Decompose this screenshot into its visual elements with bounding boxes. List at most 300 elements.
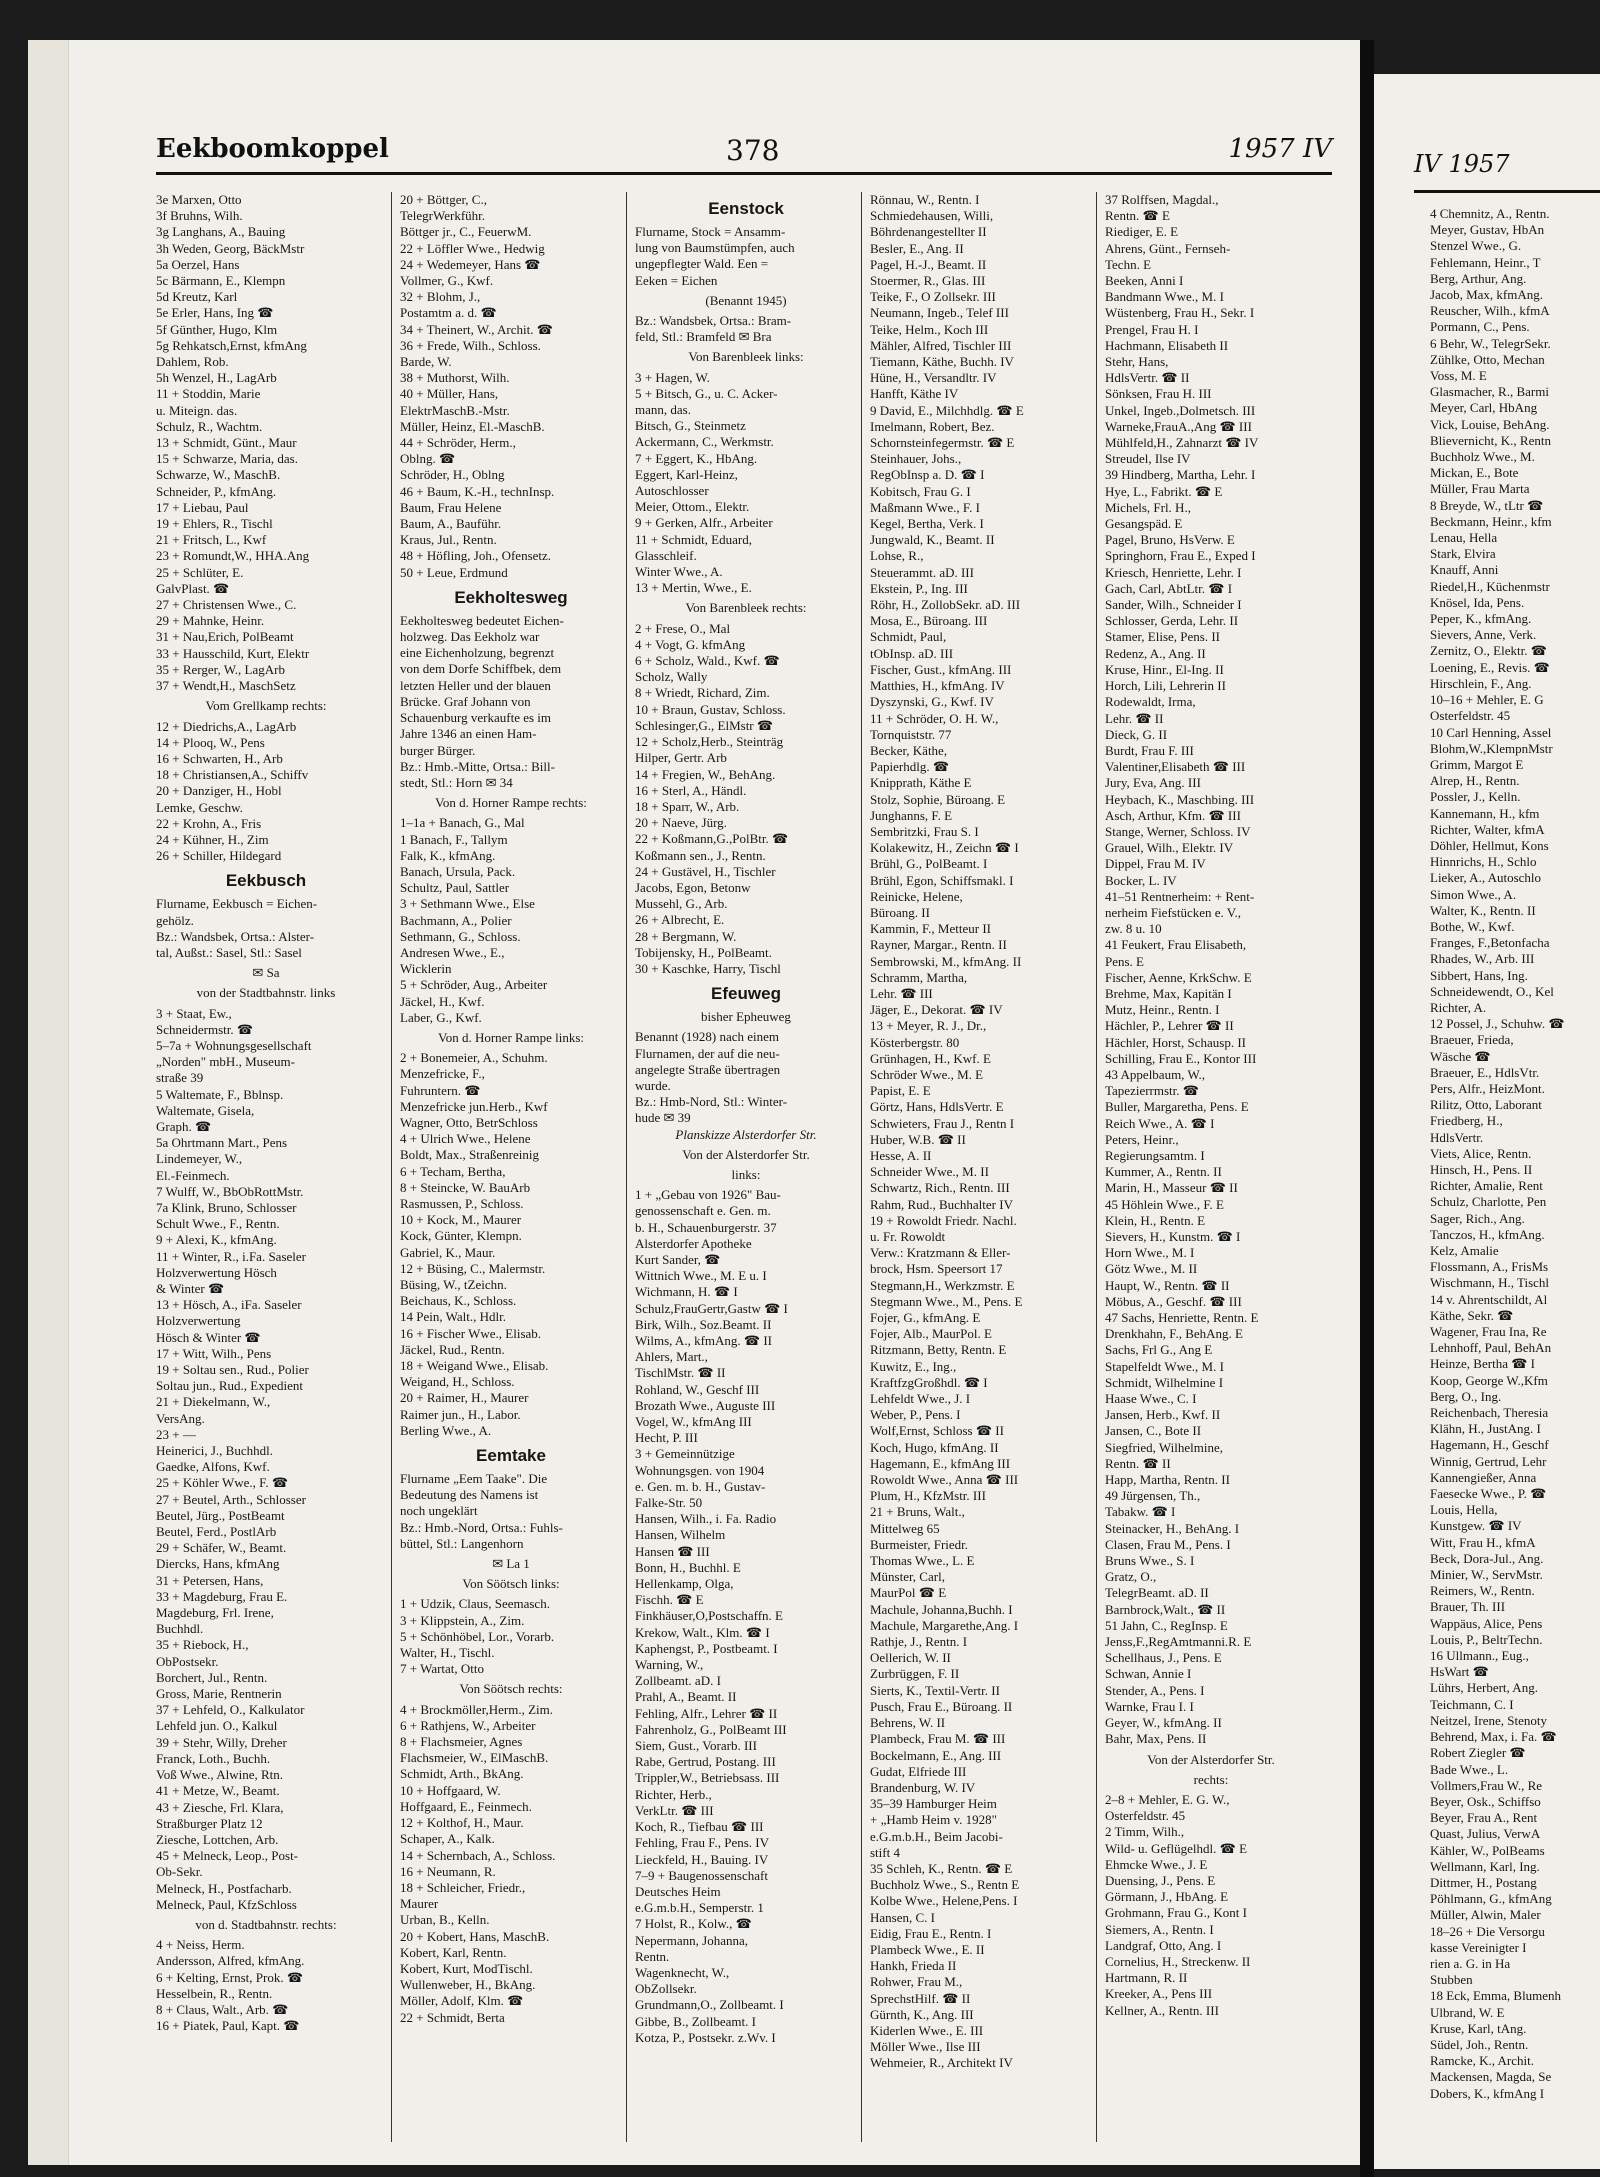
directory-entry: Rabe, Gertrud, Postang. III xyxy=(635,1754,776,1770)
directory-entry: Grundmann,O., Zollbeamt. I xyxy=(635,1997,784,2013)
directory-entry: Gürnth, K., Ang. III xyxy=(870,2006,974,2022)
directory-entry: Böhrdenangestellter II xyxy=(870,224,987,240)
directory-entry: 8 + Steincke, W. BauArb xyxy=(400,1179,531,1195)
directory-entry: Ramcke, K., Archit. xyxy=(1430,2053,1534,2069)
directory-entry: Bz.: Wandsbek, Ortsa.: Alster- xyxy=(156,928,315,944)
directory-entry: Sönksen, Frau H. III xyxy=(1105,386,1212,402)
directory-entry: Behrend, Max, i. Fa. ☎ xyxy=(1430,1729,1557,1745)
directory-entry: Simon Wwe., A. xyxy=(1430,886,1517,902)
directory-entry: Kegel, Bertha, Verk. I xyxy=(870,516,984,532)
directory-entry: HdlsVertr. ☎ II xyxy=(1105,370,1190,386)
directory-entry: Sierts, K., Textil-Vertr. II xyxy=(870,1682,1000,1698)
directory-entry: 37 + Lehfeld, O., Kalkulator xyxy=(156,1702,305,1718)
directory-entry: 25 + Schlüter, E. xyxy=(156,564,244,580)
directory-entry: Postamtm a. d. ☎ xyxy=(400,305,497,321)
directory-entry: Hinnrichs, H., Schlo xyxy=(1430,854,1537,870)
directory-entry: wurde. xyxy=(635,1077,671,1093)
directory-entry: kasse Vereinigter I xyxy=(1430,1939,1527,1955)
directory-entry: Görmann, J., HbAng. E xyxy=(1105,1889,1229,1905)
directory-entry: Baum, A., Bauführ. xyxy=(400,516,502,532)
directory-entry: Stamer, Elise, Pens. II xyxy=(1105,629,1221,645)
directory-entry: Fischer, Aenne, KrkSchw. E xyxy=(1105,969,1252,985)
directory-entry: Diercks, Hans, kfmAng xyxy=(156,1556,280,1572)
directory-entry: Oellerich, W. II xyxy=(870,1650,951,1666)
directory-entry: Lemke, Geschw. xyxy=(156,799,243,815)
directory-entry: Drenkhahn, F., BehAng. E xyxy=(1105,1326,1243,1342)
directory-entry: 27 + Christensen Wwe., C. xyxy=(156,597,297,613)
directory-entry: 2–8 + Mehler, E. G. W., xyxy=(1105,1791,1230,1807)
directory-entry: Lieckfeld, H., Bauing. IV xyxy=(635,1851,769,1867)
directory-entry: Büroang. II xyxy=(870,904,930,920)
section-note: ✉ Sa xyxy=(252,965,280,981)
directory-entry: Wappäus, Alice, Pens xyxy=(1430,1615,1543,1631)
directory-entry: Plambeck, Frau M. ☎ III xyxy=(870,1731,1006,1747)
directory-entry: 16 + Sterl, A., Händl. xyxy=(635,782,747,798)
directory-entry: Grohmann, Frau G., Kont I xyxy=(1105,1905,1247,1921)
directory-entry: Schult Wwe., F., Rentn. xyxy=(156,1216,280,1232)
directory-entry: Mühlfeld,H., Zahnarzt ☎ IV xyxy=(1105,435,1259,451)
directory-entry: Tabakw. ☎ I xyxy=(1105,1504,1176,1520)
directory-entry: Koch, R., Tiefbau ☎ III xyxy=(635,1819,764,1835)
directory-entry: genossenschaft e. Gen. m. xyxy=(635,1203,771,1219)
directory-entry: Gaedke, Alfons, Kwf. xyxy=(156,1459,270,1475)
directory-entry: Gach, Carl, AbtLtr. ☎ I xyxy=(1105,580,1233,596)
directory-entry: Alsterdorfer Apotheke xyxy=(635,1235,752,1251)
directory-entry: Happ, Martha, Rentn. II xyxy=(1105,1472,1230,1488)
directory-entry: Bz.: Hmb-Nord, Stl.: Winter- xyxy=(635,1094,788,1110)
directory-entry: Fischh. ☎ E xyxy=(635,1592,704,1608)
directory-entry: Blievernicht, K., Rentn xyxy=(1430,432,1551,448)
directory-entry: 3 + Gemeinnützige xyxy=(635,1446,735,1462)
directory-entry: Duensing, J., Pens. E xyxy=(1105,1872,1216,1888)
directory-entry: Schauenburg verkaufte es im xyxy=(400,710,552,726)
directory-entry: Sethmann, G., Schloss. xyxy=(400,928,521,944)
directory-entry: 12 + Büsing, C., Malermstr. xyxy=(400,1260,546,1276)
directory-entry: Peper, K., kfmAng. xyxy=(1430,611,1532,627)
directory-entry: Schwartz, Rich., Rentn. III xyxy=(870,1180,1010,1196)
directory-entry: Döhler, Hellmut, Kons xyxy=(1430,837,1549,853)
directory-entry: Plum, H., KfzMstr. III xyxy=(870,1488,986,1504)
section-note: rechts: xyxy=(1193,1771,1229,1787)
directory-entry: Fuhruntern. ☎ xyxy=(400,1082,481,1098)
directory-entry: Osterfeldstr. 45 xyxy=(1105,1808,1186,1824)
directory-entry: Rentn. ☎ II xyxy=(1105,1455,1171,1471)
directory-entry: Lohse, R., xyxy=(870,548,924,564)
directory-entry: Bitsch, G., Steinmetz xyxy=(635,418,746,434)
directory-entry: 10–16 + Mehler, E. G xyxy=(1430,692,1544,708)
directory-entry: Schellhaus, J., Pens. E xyxy=(1105,1650,1222,1666)
directory-entry: 2 Timm, Wilh., xyxy=(1105,1824,1185,1840)
directory-entry: 5 + Schröder, Aug., Arbeiter xyxy=(400,977,548,993)
directory-entry: Jäckel, Rud., Rentn. xyxy=(400,1341,505,1357)
directory-entry: Wohnungsgen. von 1904 xyxy=(635,1462,765,1478)
directory-entry: Horch, Lili, Lehrerin II xyxy=(1105,678,1226,694)
directory-entry: Flachsmeier, W., ElMaschB. xyxy=(400,1750,549,1766)
directory-entry: Beyer, Frau A., Rent xyxy=(1430,1810,1538,1826)
directory-entry: Wüstenberg, Frau H., Sekr. I xyxy=(1105,305,1255,321)
directory-entry: 38 + Muthorst, Wilh. xyxy=(400,370,510,386)
directory-entry: Glasmacher, R., Barmi xyxy=(1430,384,1549,400)
directory-entry: Bandmann Wwe., M. I xyxy=(1105,289,1224,305)
directory-entry: Fojer, G., kfmAng. E xyxy=(870,1310,981,1326)
directory-entry: & Winter ☎ xyxy=(156,1281,225,1296)
directory-entry: Hinsch, H., Pens. II xyxy=(1430,1161,1533,1177)
directory-entry: 5 + Bitsch, G., u. C. Acker- xyxy=(635,385,778,401)
directory-entry: angelegte Straße übertragen xyxy=(635,1061,781,1077)
directory-entry: 24 + Wedemeyer, Hans ☎ xyxy=(400,256,541,272)
directory-entry: Heinerici, J., Buchhdl. xyxy=(156,1443,273,1459)
directory-entry: Wittnich Wwe., M. E u. I xyxy=(635,1268,767,1284)
section-note: Vom Grellkamp rechts: xyxy=(205,698,327,714)
directory-entry: Techn. E xyxy=(1105,256,1152,272)
directory-entry: Schneider, P., kfmAng. xyxy=(156,483,277,499)
directory-entry: Osterfeldstr. 45 xyxy=(1430,708,1511,724)
directory-entry: Jäckel, H., Kwf. xyxy=(400,993,485,1009)
directory-entry: Warnke, Frau I. I xyxy=(1105,1698,1194,1714)
directory-entry: 3 + Hagen, W. xyxy=(635,369,710,385)
directory-entry: 18 + Sparr, W., Arb. xyxy=(635,798,740,814)
directory-entry: Bruns Wwe., S. I xyxy=(1105,1553,1195,1569)
directory-entry: 12 + Kolthof, H., Maur. xyxy=(400,1815,524,1831)
directory-entry: Reichenbach, Theresia xyxy=(1430,1405,1549,1421)
directory-entry: Hansen, Wilhelm xyxy=(635,1527,726,1543)
directory-entry: Springhorn, Frau E., Exped I xyxy=(1105,548,1256,564)
directory-entry: Schmiedehausen, Willi, xyxy=(870,208,994,224)
directory-entry: Landgraf, Otto, Ang. I xyxy=(1105,1937,1222,1953)
directory-entry: 29 + Mahnke, Heinr. xyxy=(156,613,265,629)
section-note: links: xyxy=(731,1166,761,1182)
directory-entry: Hesselbein, R., Rentn. xyxy=(156,1985,273,2001)
directory-entry: 24 + Kühner, H., Zim xyxy=(156,831,269,847)
directory-entry: Kobert, Kurt, ModTischl. xyxy=(400,1960,533,1976)
directory-entry: Falke-Str. 50 xyxy=(635,1495,703,1511)
directory-entry: Möller Wwe., Ilse III xyxy=(870,2039,981,2055)
directory-entry: Beutel, Jürg., PostBeamt xyxy=(156,1507,285,1523)
directory-entry: Weigand, H., Schloss. xyxy=(400,1374,515,1390)
directory-entry: Franges, F.,Betonfacha xyxy=(1430,935,1550,951)
directory-entry: Jansen, Herb., Kwf. II xyxy=(1105,1407,1221,1423)
directory-entry: Bachmann, A., Polier xyxy=(400,912,512,928)
directory-entry: Menzefricke jun.Herb., Kwf xyxy=(400,1098,548,1114)
directory-entry: Wichmann, H. ☎ I xyxy=(635,1284,738,1300)
directory-entry: 3 + Sethmann Wwe., Else xyxy=(400,896,535,912)
directory-entry: Schlesinger,G., ElMstr ☎ xyxy=(635,717,774,733)
directory-entry: Rentn. ☎ E xyxy=(1105,208,1170,224)
directory-entry: Krekow, Walt., Klm. ☎ I xyxy=(635,1624,770,1640)
directory-entry: 30 + Kaschke, Harry, Tischl xyxy=(635,960,781,976)
directory-entry: Stender, A., Pens. I xyxy=(1105,1682,1205,1698)
directory-entry: Jahre 1346 an einen Ham- xyxy=(400,726,537,742)
directory-entry: Thomas Wwe., L. E xyxy=(870,1553,975,1569)
directory-entry: Kolakewitz, H., Zeichn ☎ I xyxy=(870,840,1019,856)
directory-entry: Melneck, Paul, KfzSchloss xyxy=(156,1896,297,1912)
directory-entry: Friedberg, H., xyxy=(1430,1113,1503,1129)
directory-entry: 17 + Witt, Wilh., Pens xyxy=(156,1345,272,1361)
section-note: bisher Epheuweg xyxy=(701,1009,791,1025)
section-note: Von d. Horner Rampe rechts: xyxy=(435,795,587,811)
directory-entry: Voss, M. E xyxy=(1430,368,1487,384)
directory-entry: Behrens, W. II xyxy=(870,1715,946,1731)
section-note: Von Söötsch rechts: xyxy=(459,1681,563,1697)
directory-entry: Barnbrock,Walt., ☎ II xyxy=(1105,1601,1226,1617)
directory-entry: Burdt, Frau F. III xyxy=(1105,742,1194,758)
directory-entry: Kaphengst, P., Postbeamt. I xyxy=(635,1640,778,1656)
directory-entry: 34 + Theinert, W., Archit. ☎ xyxy=(400,321,553,337)
directory-entry: Mähler, Alfred, Tischler III xyxy=(870,337,1012,353)
directory-entry: Brauer, Th. III xyxy=(1430,1599,1506,1615)
directory-entry: 5d Kreutz, Karl xyxy=(156,289,238,305)
directory-entry: 5–7a + Wohnungsgesellschaft xyxy=(156,1037,312,1053)
directory-entry: Schultz, Paul, Sattler xyxy=(400,880,510,896)
directory-entry: Papierhdlg. ☎ xyxy=(870,759,950,775)
directory-entry: Magdeburg, Frl. Irene, xyxy=(156,1605,274,1621)
directory-entry: Schulz, Charlotte, Pen xyxy=(1430,1194,1547,1210)
directory-entry: Müller, Frau Marta xyxy=(1430,481,1530,497)
directory-entry: Neumann, Ingeb., Telef III xyxy=(870,305,1009,321)
directory-entry: 16 + Neumann, R. xyxy=(400,1863,496,1879)
text-columns xyxy=(156,192,1324,2142)
directory-entry: 18 + Schleicher, Friedr., xyxy=(400,1879,526,1895)
directory-entry: 21 + Diekelmann, W., xyxy=(156,1394,271,1410)
column-5 xyxy=(1096,192,1325,2142)
directory-entry: 1–1a + Banach, G., Mal xyxy=(400,815,525,831)
directory-entry: Sievers, Anne, Verk. xyxy=(1430,627,1537,643)
directory-entry: Tapezierrmstr. ☎ xyxy=(1105,1083,1199,1099)
directory-entry: Kotza, P., Postsekr. z.Wv. I xyxy=(635,2029,776,2045)
directory-entry: Bockelmann, E., Ang. III xyxy=(870,1747,1002,1763)
directory-entry: Barde, W. xyxy=(400,354,452,370)
directory-entry: 28 + Bergmann, W. xyxy=(635,928,737,944)
directory-entry: 21 + Bruns, Walt., xyxy=(870,1504,965,1520)
directory-entry: 12 + Diedrichs,A., LagArb xyxy=(156,718,297,734)
directory-entry: Ackermann, C., Werkmstr. xyxy=(635,434,774,450)
directory-entry: Knauff, Anni xyxy=(1430,562,1499,578)
directory-entry: Schlosser, Gerda, Lehr. II xyxy=(1105,613,1239,629)
directory-entry: 6 Behr, W., TelegrSekr. xyxy=(1430,335,1551,351)
directory-entry: Schröder Wwe., M. E xyxy=(870,1066,984,1082)
directory-entry: Mutz, Heinr., Rentn. I xyxy=(1105,1002,1220,1018)
directory-entry: Kunstgew. ☎ IV xyxy=(1430,1518,1522,1534)
directory-entry: Ahrens, Günt., Fernseh- xyxy=(1105,240,1231,256)
directory-entry: Horn Wwe., M. I xyxy=(1105,1245,1195,1261)
directory-entry: 18 + Weigand Wwe., Elisab. xyxy=(400,1358,549,1374)
directory-entry: 37 + Wendt,H., MaschSetz xyxy=(156,678,296,694)
directory-entry: Riediger, E. E xyxy=(1105,224,1179,240)
street-heading: Eemtake xyxy=(476,1446,546,1466)
directory-entry: Machule, Margarethe,Ang. I xyxy=(870,1617,1019,1633)
street-heading: Efeuweg xyxy=(711,984,781,1004)
directory-entry: VerkLtr. ☎ III xyxy=(635,1802,714,1818)
directory-entry: Brühl, Egon, Schiffsmakl. I xyxy=(870,872,1014,888)
directory-entry: Beyer, Osk., Schiffso xyxy=(1430,1793,1541,1809)
directory-entry: 10 + Hoffgaard, W. xyxy=(400,1782,501,1798)
directory-entry: Dittmer, H., Postang xyxy=(1430,1874,1537,1890)
directory-entry: Kurt Sander, ☎ xyxy=(635,1251,721,1267)
directory-entry: Kellner, A., Rentn. III xyxy=(1105,2002,1219,2018)
directory-entry: Schornsteinfegermstr. ☎ E xyxy=(870,435,1015,451)
directory-entry: 5c Bärmann, E., Klempn xyxy=(156,273,286,289)
directory-entry: Papist, E. E xyxy=(870,1083,931,1099)
directory-entry: 5 Waltemate, F., Bblnsp. xyxy=(156,1086,284,1102)
directory-entry: Schramm, Martha, xyxy=(870,969,968,985)
column-1 xyxy=(156,192,384,2142)
directory-entry: Wicklerin xyxy=(400,961,452,977)
directory-entry: Sager, Rich., Ang. xyxy=(1430,1210,1525,1226)
street-heading: Eekholtesweg xyxy=(454,587,568,607)
directory-entry: Andersson, Alfred, kfmAng. xyxy=(156,1953,305,1969)
directory-entry: Faesecke Wwe., P. ☎ xyxy=(1430,1486,1547,1502)
directory-entry: Zühlke, Otto, Mechan xyxy=(1430,351,1545,367)
directory-entry: Grünhagen, H., Kwf. E xyxy=(870,1050,991,1066)
directory-entry: Buchholz Wwe., M. xyxy=(1430,449,1535,465)
directory-entry: Machule, Johanna,Buchh. I xyxy=(870,1601,1013,1617)
directory-entry: Jenss,F.,RegAmtmanni.R. E xyxy=(1105,1634,1252,1650)
section-note: Planskizze Alsterdorfer Str. xyxy=(675,1126,817,1142)
directory-entry: 5a Ohrtmann Mart., Pens xyxy=(156,1135,288,1151)
directory-entry: Andresen Wwe., E., xyxy=(400,944,505,960)
directory-entry: Gudat, Elfriede III xyxy=(870,1763,967,1779)
directory-entry: Lindemeyer, W., xyxy=(156,1151,243,1167)
directory-entry: Wagenknecht, W., xyxy=(635,1964,730,1980)
directory-entry: e.G.m.b.H., Beim Jacobi- xyxy=(870,1828,1003,1844)
directory-entry: 16 + Fischer Wwe., Elisab. xyxy=(400,1325,542,1341)
directory-entry: Stehr, Hans, xyxy=(1105,354,1169,370)
directory-entry: Hansen ☎ III xyxy=(635,1543,710,1559)
directory-entry: 3 + Klippstein, A., Zim. xyxy=(400,1612,525,1628)
directory-entry: 49 Jürgensen, Th., xyxy=(1105,1488,1201,1504)
directory-entry: Zurbrüggen, F. II xyxy=(870,1666,960,1682)
directory-entry: Clasen, Frau M., Pens. I xyxy=(1105,1536,1231,1552)
directory-entry: Klähn, H., JustAng. I xyxy=(1430,1421,1541,1437)
directory-entry: 19 + Soltau sen., Rud., Polier xyxy=(156,1362,309,1378)
directory-entry: Hesse, A. II xyxy=(870,1147,932,1163)
directory-entry: 4 + Brockmöller,Herm., Zim. xyxy=(400,1701,554,1717)
directory-entry: 6 + Rathjens, W., Arbeiter xyxy=(400,1717,536,1733)
directory-entry: Hagemann, E., kfmAng III xyxy=(870,1455,1011,1471)
directory-entry: Hartmann, R. II xyxy=(1105,1970,1188,1986)
directory-entry: 7 Holst, R., Kolw., ☎ xyxy=(635,1916,752,1932)
directory-entry: 41 + Metze, W., Beamt. xyxy=(156,1783,280,1799)
directory-entry: Rayner, Margar., Rentn. II xyxy=(870,937,1007,953)
directory-entry: 35 + Riebock, H., xyxy=(156,1637,249,1653)
directory-entry: Menzefricke, F., xyxy=(400,1066,485,1082)
directory-entry: Rohland, W., Geschf III xyxy=(635,1381,760,1397)
facing-page xyxy=(1374,74,1600,2169)
directory-entry: Ehmcke Wwe., J. E xyxy=(1105,1856,1208,1872)
directory-entry: Streudel, Ilse IV xyxy=(1105,451,1191,467)
directory-entry: 22 + Koßmann,G.,PolBtr. ☎ xyxy=(635,831,789,847)
directory-entry: 10 + Kock, M., Maurer xyxy=(400,1212,522,1228)
directory-entry: Fahrenholz, G., PolBeamt III xyxy=(635,1721,787,1737)
directory-entry: Riedel,H., Küchenmstr xyxy=(1430,578,1550,594)
directory-entry: tObInsp. aD. III xyxy=(870,645,954,661)
section-note: Von Barenbleek links: xyxy=(688,349,804,365)
directory-entry: Görtz, Hans, HdlsVertr. E xyxy=(870,1099,1004,1115)
directory-entry: Schwarze, W., MaschB. xyxy=(156,467,281,483)
directory-entry: 43 Appelbaum, W., xyxy=(1105,1066,1206,1082)
directory-entry: Vollmers,Frau W., Re xyxy=(1430,1777,1543,1793)
directory-entry: 1 Banach, F., Tallym xyxy=(400,831,508,847)
directory-entry: Sievers, H., Kunstm. ☎ I xyxy=(1105,1229,1241,1244)
directory-entry: Flossmann, A., FrisMs xyxy=(1430,1259,1549,1275)
directory-entry: 40 + Müller, Hans, xyxy=(400,386,499,402)
directory-entry: Verw.: Kratzmann & Eller- xyxy=(870,1245,1011,1261)
directory-entry: Südel, Joh., Rentn. xyxy=(1430,2036,1529,2052)
directory-entry: Teike, F., O Zollsekr. III xyxy=(870,289,996,305)
directory-entry: Schneidewendt, O., Kel xyxy=(1430,983,1554,999)
directory-entry: Hagemann, H., Geschf xyxy=(1430,1437,1549,1453)
directory-entry: Reimers, W., Rentn. xyxy=(1430,1583,1535,1599)
directory-entry: 20 + Naeve, Jürg. xyxy=(635,815,727,831)
directory-entry: Junghanns, F. E xyxy=(870,807,953,823)
directory-entry: Graph. ☎ xyxy=(156,1118,212,1134)
directory-entry: Bz.: Wandsbek, Ortsa.: Bram- xyxy=(635,313,792,329)
directory-entry: Neitzel, Irene, Stenoty xyxy=(1430,1712,1547,1728)
directory-entry: Pöhlmann, G., kfmAng xyxy=(1430,1891,1552,1907)
directory-entry: 11 + Winter, R., i.Fa. Saseler xyxy=(156,1248,306,1264)
directory-entry: Bothe, W., Kwf. xyxy=(1430,918,1515,934)
directory-entry: Wilms, A., kfmAng. ☎ II xyxy=(635,1333,772,1348)
directory-entry: Steuerammt. aD. III xyxy=(870,564,974,580)
directory-entry: Jury, Eva, Ang. III xyxy=(1105,775,1201,791)
directory-entry: Urban, B., Kelln. xyxy=(400,1912,490,1928)
directory-entry: Bz.: Hmb.-Nord, Ortsa.: Fuhls- xyxy=(400,1519,563,1535)
directory-entry: Reuscher, Wilh., kfmA xyxy=(1430,303,1550,319)
directory-entry: Tobijensky, H., PolBeamt. xyxy=(635,944,772,960)
directory-entry: noch ungeklärt xyxy=(400,1503,478,1519)
directory-entry: Teike, Helm., Koch III xyxy=(870,321,989,337)
directory-entry: 3e Marxen, Otto xyxy=(156,192,242,207)
directory-entry: Soltau jun., Rud., Expedient xyxy=(156,1378,303,1394)
directory-entry: Kobitsch, Frau G. I xyxy=(870,483,971,499)
directory-entry: Lieker, A., Autoschlo xyxy=(1430,870,1542,886)
directory-entry: 2 + Frese, O., Mal xyxy=(635,620,731,636)
directory-entry: 15 + Schwarze, Maria, das. xyxy=(156,451,298,467)
directory-entry: Meyer, Carl, HbAng xyxy=(1430,400,1538,416)
directory-entry: Haupt, W., Rentn. ☎ II xyxy=(1105,1277,1230,1293)
directory-entry: 46 + Baum, K.-H., technInsp. xyxy=(400,483,555,499)
directory-entry: Kannemann, H., kfm xyxy=(1430,805,1540,821)
directory-entry: nerheim Fiefstücken e. V., xyxy=(1105,904,1241,920)
directory-entry: stedt, Stl.: Horn ✉ 34 xyxy=(400,774,513,790)
directory-entry: 45 + Melneck, Leop., Post- xyxy=(156,1848,299,1864)
directory-entry: Berg, Arthur, Ang. xyxy=(1430,270,1527,286)
page-number: 378 xyxy=(726,134,780,167)
directory-entry: zw. 8 u. 10 xyxy=(1105,921,1162,937)
directory-entry: Ziesche, Lottchen, Arb. xyxy=(156,1831,279,1847)
directory-entry: 41–51 Rentnerheim: + Rent- xyxy=(1105,888,1255,904)
section-note: von der Stadtbahnstr. links xyxy=(196,985,336,1001)
directory-entry: Robert Ziegler ☎ xyxy=(1430,1745,1526,1761)
directory-entry: Warning, W., xyxy=(635,1657,704,1673)
directory-entry: 4 Chemnitz, A., Rentn. xyxy=(1430,206,1550,221)
directory-entry: 10 + Braun, Gustav, Schloss. xyxy=(635,701,786,717)
directory-entry: Hellenkamp, Olga, xyxy=(635,1576,734,1592)
directory-entry: 26 + Albrecht, E. xyxy=(635,912,725,928)
directory-entry: b. H., Schauenburgerstr. 37 xyxy=(635,1219,777,1235)
directory-entry: Weber, P., Pens. I xyxy=(870,1407,961,1423)
directory-entry: Kiderlen Wwe., E. III xyxy=(870,2022,984,2038)
directory-entry: 43 + Ziesche, Frl. Klara, xyxy=(156,1799,284,1815)
directory-entry: Cornelius, H., Streckenw. II xyxy=(1105,1953,1251,1969)
directory-entry: Hecht, P. III xyxy=(635,1430,698,1446)
directory-entry: Schilling, Frau E., Kontor III xyxy=(1105,1050,1257,1066)
directory-entry: Autoschlosser xyxy=(635,483,709,499)
directory-entry: Scholz, Wally xyxy=(635,669,708,685)
directory-entry: Sembrowski, M., kfmAng. II xyxy=(870,953,1022,969)
directory-entry: Besler, E., Ang. II xyxy=(870,240,964,256)
directory-entry: ObPostsekr. xyxy=(156,1653,219,1669)
